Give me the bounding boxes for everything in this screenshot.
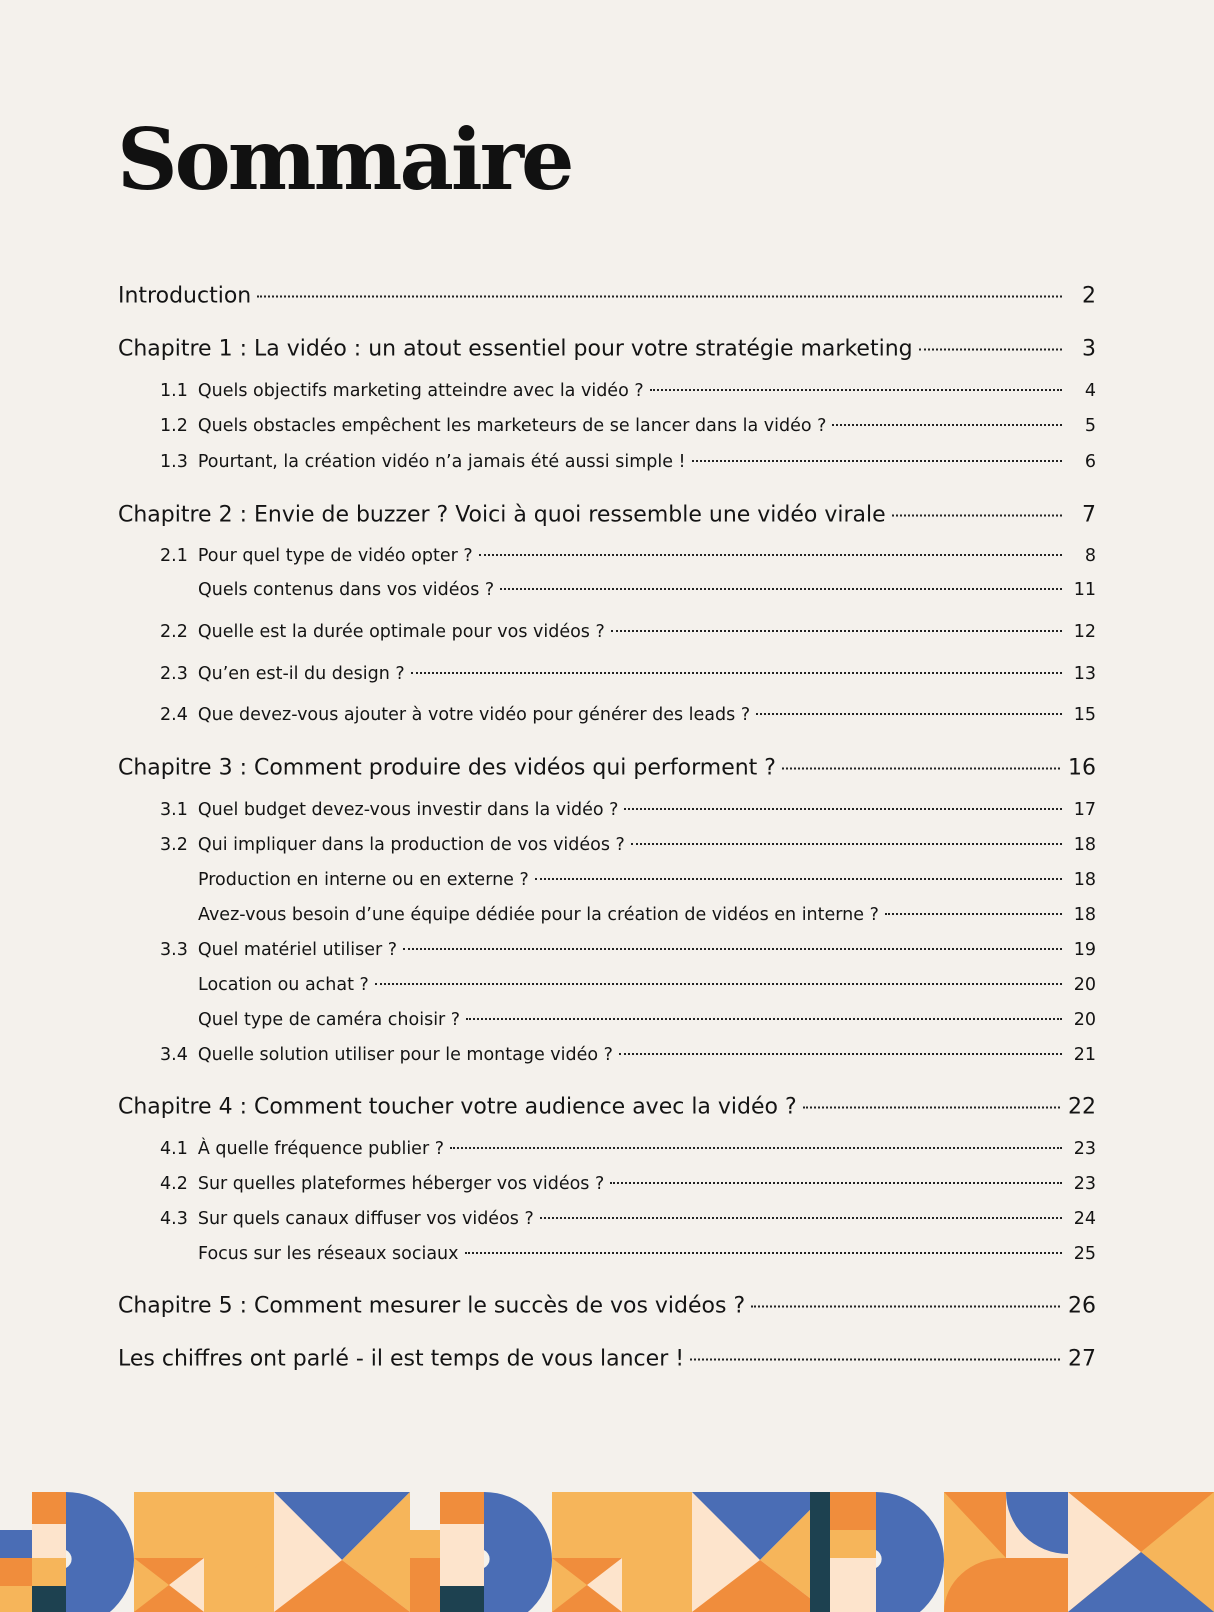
toc-chapter-entry[interactable] (118, 284, 1096, 309)
toc-subsection-entry[interactable] (198, 870, 1096, 890)
toc-section-entry[interactable] (160, 381, 1096, 401)
toc-section-number: 1.3 (160, 452, 188, 472)
toc-page-number: 18 (1073, 905, 1096, 925)
toc-section-entry[interactable] (160, 452, 1096, 472)
toc-dot-leader (403, 948, 1062, 950)
toc-page-number: 18 (1073, 835, 1096, 855)
toc-page-number: 20 (1073, 1010, 1096, 1030)
toc-entry-label: Quel matériel utiliser ? (197, 940, 398, 960)
toc-page-number: 4 (1084, 381, 1096, 401)
toc-section-number: 4.2 (160, 1174, 188, 1194)
toc-subsection-entry[interactable] (198, 1244, 1096, 1264)
toc-dot-leader (375, 983, 1062, 985)
toc-dot-leader (479, 554, 1062, 556)
toc-entry-label: Introduction (118, 283, 252, 309)
toc-chapter-entry[interactable] (118, 1294, 1096, 1319)
toc-page-number: 17 (1073, 800, 1096, 820)
toc-page-number: 23 (1073, 1139, 1096, 1159)
toc-entry-label: Que devez-vous ajouter à votre vidéo pour générer des leads ? (197, 705, 751, 725)
toc-section-number: 3.4 (160, 1045, 188, 1065)
toc-page-number: 6 (1084, 452, 1096, 472)
toc-dot-leader (411, 672, 1062, 674)
toc-dot-leader (624, 808, 1062, 810)
toc-chapter-entry[interactable] (118, 756, 1096, 781)
toc-chapter-entry[interactable] (118, 503, 1096, 528)
toc-dot-leader (756, 713, 1062, 715)
toc-entry-label: Production en interne ou en externe ? (198, 870, 529, 890)
toc-page-number: 8 (1084, 546, 1096, 566)
toc-section-number: 1.2 (160, 416, 188, 436)
toc-chapter-entry[interactable] (118, 337, 1096, 362)
toc-entry-label: Quelle solution utiliser pour le montage vidéo ? (197, 1045, 613, 1065)
toc-section-number: 3.1 (160, 800, 188, 820)
toc-entry-label: Sur quelles plateformes héberger vos vidéos ? (197, 1174, 605, 1194)
toc-dot-leader (619, 1053, 1062, 1055)
toc-entry-label: Chapitre 1 : La vidéo : un atout essentiel pour votre stratégie marketing (118, 336, 913, 362)
toc-section-entry[interactable] (160, 546, 1096, 566)
toc-entry-label: Chapitre 4 : Comment toucher votre audience avec la vidéo ? (118, 1094, 797, 1120)
toc-page-number: 21 (1073, 1045, 1096, 1065)
toc-dot-leader (450, 1147, 1062, 1149)
toc-section-entry[interactable] (160, 1139, 1096, 1159)
toc-entry-label: Quels objectifs marketing atteindre avec la vidéo ? (197, 381, 644, 401)
toc-entry-label: Quelle est la durée optimale pour vos vidéos ? (197, 622, 605, 642)
toc-page-number: 18 (1073, 870, 1096, 890)
toc-dot-leader (465, 1252, 1063, 1254)
toc-page-number: 23 (1073, 1174, 1096, 1194)
toc-entry-label: Chapitre 2 : Envie de buzzer ? Voici à quoi ressemble une vidéo virale (118, 502, 886, 528)
toc-entry-label: Les chiffres ont parlé - il est temps de vous lancer ! (118, 1346, 685, 1372)
toc-section-number: 2.4 (160, 705, 188, 725)
toc-section-number: 4.1 (160, 1139, 188, 1159)
toc-section-entry[interactable] (160, 835, 1096, 855)
toc-page-number: 13 (1073, 664, 1096, 684)
toc-dot-leader (650, 389, 1062, 391)
toc-entry-label: Quels obstacles empêchent les marketeurs de se lancer dans la vidéo ? (197, 416, 827, 436)
toc-subsection-entry[interactable] (198, 580, 1096, 600)
toc-page-number: 15 (1073, 705, 1096, 725)
toc-page-number: 11 (1073, 580, 1096, 600)
toc-section-number: 2.1 (160, 546, 188, 566)
toc-subsection-entry[interactable] (198, 975, 1096, 995)
toc-section-entry[interactable] (160, 705, 1096, 725)
toc-page-number: 22 (1068, 1094, 1096, 1120)
toc-entry-label: Location ou achat ? (198, 975, 369, 995)
toc-dot-leader (535, 878, 1062, 880)
page-title: Sommaire (117, 110, 572, 209)
toc-dot-leader (690, 1359, 1060, 1361)
toc-dot-leader (610, 1182, 1062, 1184)
toc-page-number: 2 (1082, 283, 1096, 309)
toc-page-number: 24 (1073, 1209, 1096, 1229)
toc-dot-leader (885, 913, 1062, 915)
toc-page-number: 5 (1084, 416, 1096, 436)
toc-section-number: 2.3 (160, 664, 188, 684)
toc-dot-leader (919, 349, 1062, 351)
toc-entry-label: Quel type de caméra choisir ? (198, 1010, 461, 1030)
toc-section-entry[interactable] (160, 800, 1096, 820)
toc-entry-label: Focus sur les réseaux sociaux (198, 1244, 459, 1264)
toc-page-number: 12 (1073, 622, 1096, 642)
toc-section-number: 3.3 (160, 940, 188, 960)
toc-section-entry[interactable] (160, 1045, 1096, 1065)
toc-section-entry[interactable] (160, 622, 1096, 642)
toc-entry-label: Avez-vous besoin d’une équipe dédiée pour la création de vidéos en interne ? (198, 905, 879, 925)
toc-dot-leader (892, 515, 1062, 517)
toc-dot-leader (692, 460, 1062, 462)
toc-dot-leader (466, 1018, 1062, 1020)
toc-chapter-entry[interactable] (118, 1095, 1096, 1120)
toc-chapter-entry[interactable] (118, 1347, 1096, 1372)
toc-section-entry[interactable] (160, 664, 1096, 684)
toc-dot-leader (611, 630, 1062, 632)
toc-page-number: 16 (1068, 755, 1096, 781)
toc-dot-leader (751, 1306, 1060, 1308)
decorative-geometric-footer (0, 1492, 1214, 1612)
geometric-pattern-graphic (0, 1492, 1214, 1612)
toc-dot-leader (257, 296, 1062, 298)
toc-entry-label: Pour quel type de vidéo opter ? (197, 546, 473, 566)
toc-page-number: 3 (1082, 336, 1096, 362)
toc-entry-label: Chapitre 5 : Comment mesurer le succès de vos vidéos ? (118, 1293, 746, 1319)
toc-section-entry[interactable] (160, 1174, 1096, 1194)
toc-dot-leader (832, 424, 1062, 426)
toc-dot-leader (803, 1107, 1060, 1109)
toc-entry-label: À quelle fréquence publier ? (197, 1139, 444, 1159)
toc-section-entry[interactable] (160, 1209, 1096, 1229)
toc-dot-leader (500, 588, 1062, 590)
toc-entry-label: Pourtant, la création vidéo n’a jamais été aussi simple ! (197, 452, 686, 472)
toc-page-number: 20 (1073, 975, 1096, 995)
toc-entry-label: Sur quels canaux diffuser vos vidéos ? (197, 1209, 534, 1229)
toc-page-number: 27 (1068, 1346, 1096, 1372)
toc-section-number: 1.1 (160, 381, 188, 401)
toc-page-number: 25 (1073, 1244, 1096, 1264)
toc-dot-leader (782, 768, 1060, 770)
toc-section-number: 4.3 (160, 1209, 188, 1229)
toc-entry-label: Qu’en est-il du design ? (197, 664, 405, 684)
toc-entry-label: Quel budget devez-vous investir dans la vidéo ? (197, 800, 619, 820)
toc-entry-label: Qui impliquer dans la production de vos vidéos ? (197, 835, 625, 855)
toc-section-entry[interactable] (160, 416, 1096, 436)
toc-page-number: 19 (1073, 940, 1096, 960)
toc-dot-leader (631, 843, 1062, 845)
toc-section-entry[interactable] (160, 940, 1096, 960)
toc-dot-leader (540, 1217, 1062, 1219)
toc-section-number: 2.2 (160, 622, 188, 642)
toc-page-number: 26 (1068, 1293, 1096, 1319)
toc-subsection-entry[interactable] (198, 905, 1096, 925)
toc-entry-label: Quels contenus dans vos vidéos ? (198, 580, 495, 600)
toc-subsection-entry[interactable] (198, 1010, 1096, 1030)
toc-section-number: 3.2 (160, 835, 188, 855)
toc-page-number: 7 (1082, 502, 1096, 528)
toc-entry-label: Chapitre 3 : Comment produire des vidéos qui performent ? (118, 755, 776, 781)
